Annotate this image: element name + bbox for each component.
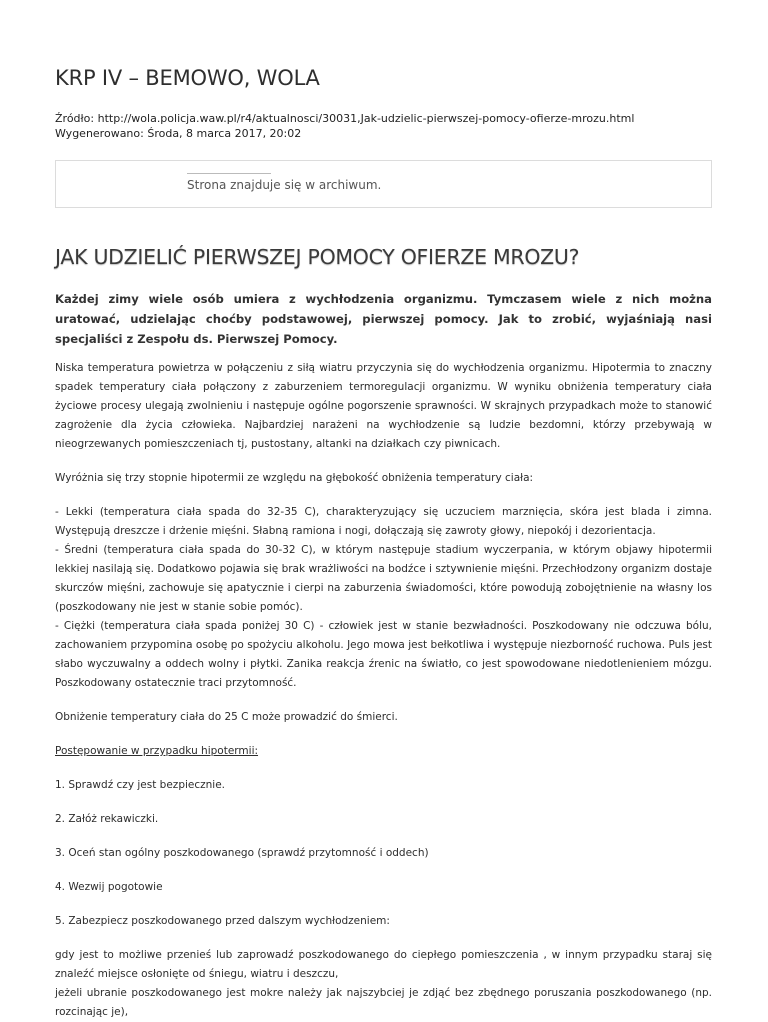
source-label: Źródło: bbox=[55, 112, 95, 125]
stage-light: - Lekki (temperatura ciała spada do 32-35 C), charakteryzujący się uczuciem marznięcia, skóra jest blada i zimna. Występują dreszcze i drżenie mięśni. Słabną ramiona i nogi, dołączają się zawroty głowy, niepokój i dezorientacja. bbox=[55, 506, 712, 537]
procedure-heading: Postępowanie w przypadku hipotermii: bbox=[55, 745, 259, 757]
protect-item: gdy jest to możliwe przenieś lub zaprowadź poszkodowanego do ciepłego pomieszczenia , w innym przypadku staraj się znaleźć miejsce osłonięte od śniegu, wiatru i deszczu, bbox=[55, 949, 712, 980]
article-title: JAK UDZIELIĆ PIERWSZEJ POMOCY OFIERZE MROZU? bbox=[55, 245, 580, 269]
site-title: KRP IV – BEMOWO, WOLA bbox=[55, 66, 320, 90]
article-body bbox=[55, 359, 712, 1022]
intro-paragraph: Niska temperatura powietrza w połączeniu z siłą wiatru przyczynia się do wychłodzenia organizmu. Hipotermia to znaczny spadek temperatury ciała połączony z zaburzeniem termoregulacji organizmu. W wyniku obniżenia temperatury ciała życiowe procesy ulegają zwolnieniu i następuje ogólne pogorszenie sprawności. W skrajnych przypadkach może to stanowić zagrożenie dla życia człowieka. Najbardziej narażeni na wychłodzenie są ludzie bezdomni, którzy przebywają w nieogrzewanych pomieszczeniach tj, pustostany, altanki na działkach czy piwnicach. bbox=[55, 362, 712, 450]
stage-severe: - Ciężki (temperatura ciała spada poniżej 30 C) - człowiek jest w stanie bezwładności. Poszkodowany nie odczuwa bólu, zachowaniem przypomina osobę po spożyciu alkoholu. Jego mowa jest bełkotliwa i występuje niezborność ruchowa. Puls jest słabo wyczuwalny a oddech wolny i płytki. Zanika reakcja źrenic na światło, co jest spowodowane niedotlenieniem mózgu. Poszkodowany ostatecznie traci przytomność. bbox=[55, 620, 712, 689]
procedure-heading-paragraph bbox=[55, 742, 712, 761]
source-line bbox=[55, 111, 634, 126]
source-url[interactable]: http://wola.policja.waw.pl/r4/aktualnosci/30031,Jak-udzielic-pierwszej-pomocy-ofierze-mrozu.html bbox=[97, 112, 635, 125]
step-item: 3. Oceń stan ogólny poszkodowanego (sprawdź przytomność i oddech) bbox=[55, 847, 429, 859]
step-item: 2. Załóż rekawiczki. bbox=[55, 813, 159, 825]
protect-item: jeżeli ubranie poszkodowanego jest mokre należy jak najszybciej je zdjąć bez zbędnego poruszania poszkodowanego (np. rozcinając je), bbox=[55, 987, 712, 1018]
article-lead: Każdej zimy wiele osób umiera z wychłodzenia organizmu. Tymczasem wiele z nich można uratować, udzielając choćby podstawowej, pierwszej pomocy. Jak to zrobić, wyjaśniają nasi specjaliści z Zespołu ds. Pierwszej Pomocy. bbox=[55, 292, 712, 346]
stage-medium: - Średni (temperatura ciała spada do 30-32 C), w którym następuje stadium wyczerpania, w którym objawy hipotermii lekkiej nasilają się. Dodatkowo pojawia się brak wrażliwości na bodźce i sztywnienie mięśni. Przechłodzony organizm dostaje skurczów mięśni, zachowuje się apatycznie i cierpi na zaburzenia świadomości, które powodują zobojętnienie na własny los (poszkodowany nie jest w stanie sobie pomóc). bbox=[55, 544, 712, 613]
generated-line bbox=[55, 126, 634, 141]
archive-notice-box bbox=[55, 160, 712, 208]
stages-intro: Wyróżnia się trzy stopnie hipotermii ze względu na głębokość obniżenia temperatury ciała: bbox=[55, 472, 534, 484]
death-note: Obniżenie temperatury ciała do 25 C może prowadzić do śmierci. bbox=[55, 711, 398, 723]
archive-divider bbox=[187, 173, 271, 174]
step-item: 5. Zabezpiecz poszkodowanego przed dalszym wychłodzeniem: bbox=[55, 915, 390, 927]
document-meta bbox=[55, 111, 634, 141]
archive-notice: Strona znajduje się w archiwum. bbox=[187, 178, 382, 192]
generated-value: Środa, 8 marca 2017, 20:02 bbox=[147, 127, 302, 140]
generated-label: Wygenerowano: bbox=[55, 127, 144, 140]
step-item: 1. Sprawdź czy jest bezpiecznie. bbox=[55, 779, 226, 791]
step-item: 4. Wezwij pogotowie bbox=[55, 881, 163, 893]
